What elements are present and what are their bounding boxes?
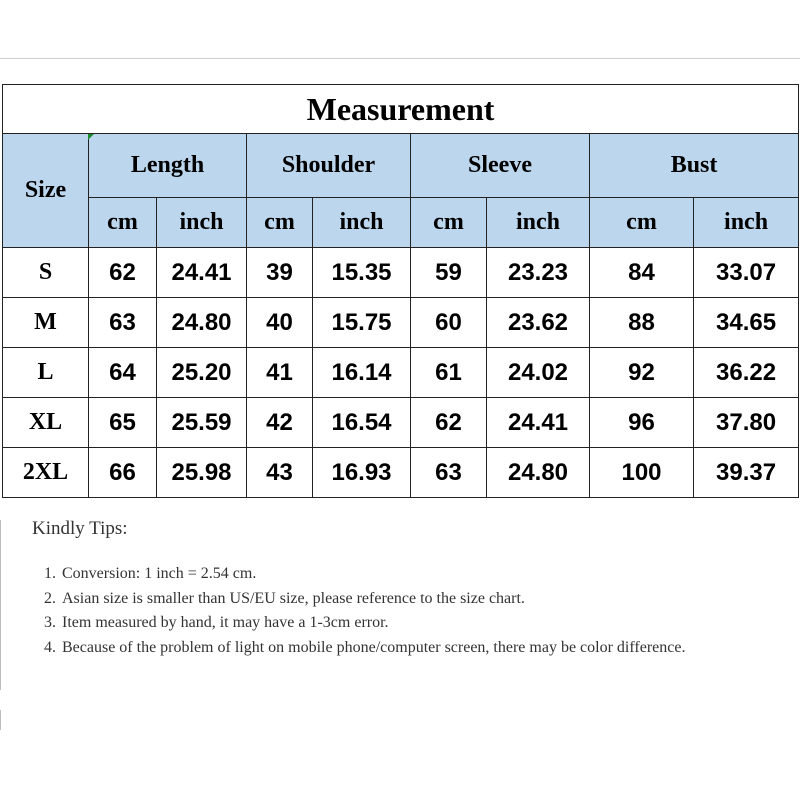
tips-list (32, 562, 702, 660)
left-edge-line (0, 520, 1, 690)
value-cell: 59 (411, 248, 487, 298)
top-divider (0, 58, 800, 59)
size-cell: M (3, 298, 89, 348)
value-cell: 24.41 (157, 248, 247, 298)
value-cell: 16.93 (313, 448, 411, 498)
value-cell: 25.20 (157, 348, 247, 398)
table-row (3, 348, 799, 398)
tip-item: 1. Conversion: 1 inch = 2.54 cm. (60, 562, 702, 587)
value-cell: 40 (247, 298, 313, 348)
unit-header-bust-cm: cm (590, 198, 694, 248)
tip-item: 3. Item measured by hand, it may have a 1-3cm error. (60, 611, 702, 636)
value-cell: 15.35 (313, 248, 411, 298)
size-chart-table (2, 84, 799, 498)
value-cell: 65 (89, 398, 157, 448)
value-cell: 63 (411, 448, 487, 498)
value-cell: 100 (590, 448, 694, 498)
value-cell: 42 (247, 398, 313, 448)
group-header-bust: Bust (590, 134, 799, 198)
table-row (3, 448, 799, 498)
unit-header-sleeve-cm: cm (411, 198, 487, 248)
unit-header-shoulder-cm: cm (247, 198, 313, 248)
tip-item: 4. Because of the problem of light on mobile phone/computer screen, there may be color difference. (60, 636, 702, 661)
value-cell: 33.07 (694, 248, 799, 298)
value-cell: 41 (247, 348, 313, 398)
tips-heading: Kindly Tips: (32, 518, 128, 539)
left-edge-tick (0, 710, 1, 730)
value-cell: 16.54 (313, 398, 411, 448)
unit-header-bust-inch: inch (694, 198, 799, 248)
value-cell: 16.14 (313, 348, 411, 398)
group-header-shoulder: Shoulder (247, 134, 411, 198)
unit-header-length-cm: cm (89, 198, 157, 248)
value-cell: 25.98 (157, 448, 247, 498)
value-cell: 84 (590, 248, 694, 298)
value-cell: 43 (247, 448, 313, 498)
size-cell: 2XL (3, 448, 89, 498)
value-cell: 24.80 (157, 298, 247, 348)
value-cell: 23.62 (487, 298, 590, 348)
value-cell: 62 (411, 398, 487, 448)
value-cell: 60 (411, 298, 487, 348)
value-cell: 88 (590, 298, 694, 348)
value-cell: 25.59 (157, 398, 247, 448)
value-cell: 63 (89, 298, 157, 348)
table-row (3, 248, 799, 298)
value-cell: 61 (411, 348, 487, 398)
value-cell: 39 (247, 248, 313, 298)
tip-item: 2. Asian size is smaller than US/EU size, please reference to the size chart. (60, 587, 702, 612)
table-row (3, 298, 799, 348)
value-cell: 15.75 (313, 298, 411, 348)
unit-header-shoulder-inch: inch (313, 198, 411, 248)
value-cell: 24.80 (487, 448, 590, 498)
value-cell: 24.02 (487, 348, 590, 398)
value-cell: 36.22 (694, 348, 799, 398)
kindly-tips (32, 518, 702, 660)
value-cell: 96 (590, 398, 694, 448)
value-cell: 37.80 (694, 398, 799, 448)
value-cell: 23.23 (487, 248, 590, 298)
value-cell: 92 (590, 348, 694, 398)
chart-title: Measurement (3, 85, 799, 134)
table-row (3, 398, 799, 448)
group-header-length: Length (89, 134, 247, 198)
unit-header-length-inch: inch (157, 198, 247, 248)
value-cell: 62 (89, 248, 157, 298)
value-cell: 24.41 (487, 398, 590, 448)
cell-comment-marker (88, 134, 94, 140)
value-cell: 64 (89, 348, 157, 398)
unit-header-sleeve-inch: inch (487, 198, 590, 248)
value-cell: 34.65 (694, 298, 799, 348)
size-cell: L (3, 348, 89, 398)
value-cell: 66 (89, 448, 157, 498)
size-cell: XL (3, 398, 89, 448)
group-header-sleeve: Sleeve (411, 134, 590, 198)
value-cell: 39.37 (694, 448, 799, 498)
size-cell: S (3, 248, 89, 298)
size-header: Size (3, 134, 89, 248)
